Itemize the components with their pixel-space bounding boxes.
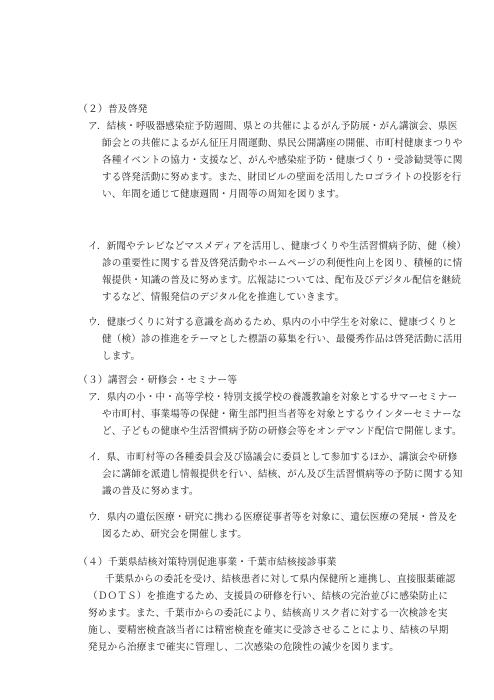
s2-a-line-3: 各種イベントの協力・支援など、がんや感染症予防・健康づくり・受診勧奨等に関 — [102, 155, 463, 166]
s2-a-line-5: い、年間を通じて健康週間・月間等の周知を図ります。 — [102, 189, 345, 200]
s3-u-line-1: ウ．県内の遺伝医療・研究に携わる医療従事者等を対象に、遺伝医療の発展・普及を — [88, 512, 458, 523]
s4-body-line-5: 発見から治療まで確実に管理し、二次感染の危険性の減少を図ります。 — [88, 642, 400, 653]
s2-a-line-1: ア．結核・呼吸器感染症予防週間、県との共催によるがん予防展・がん講演会、県医 — [88, 121, 458, 132]
s2-u-line-3: します。 — [102, 351, 141, 362]
section-3-heading: （３）講習会・研修会・セミナー等 — [78, 375, 238, 386]
s3-u-line-2: 図るため、研究会を開催します。 — [102, 529, 248, 540]
s4-body-line-1: 千葉県からの委託を受け、結核患者に対して県内保健所と連携し、直接服薬確認 — [105, 574, 456, 585]
s3-a-line-1: ア．県内の小・中・高等学校・特別支援学校の養護教諭を対象とするサマーセミナー — [88, 392, 458, 403]
section-4-heading: （４）千葉県結核対策特別促進事業・千葉市結核接診事業 — [78, 557, 337, 568]
s2-u-line-1: ウ．健康づくりに対する意識を高めるため、県内の小中学生を対象に、健康づくりと — [88, 317, 458, 328]
s3-a-line-2: や市町村、事業場等の保健・衛生部門担当者等を対象とするウインターセミナーな — [102, 409, 462, 420]
s3-i-line-2: 会に講師を派遣し情報提供を行い、結核、がん及び生活習慣病等の予防に関する知 — [102, 469, 463, 480]
s2-a-line-4: する啓発活動に努めます。また、財団ビルの壁面を活用したロゴライトの投影を行 — [102, 172, 462, 183]
s4-body-line-3: 努めます。また、千葉市からの委託により、結核高リスク者に対する一次検診を実 — [88, 608, 448, 619]
s4-body-line-2: （ＤＯＴＳ）を推進するため、支援員の研修を行い、結核の完治並びに感染防止に — [88, 591, 449, 602]
s2-i-line-3: 報提供・知識の普及に努めます。広報誌については、配布及びデジタル配信を継続 — [102, 275, 461, 286]
s3-i-line-3: 識の普及に努めます。 — [102, 486, 199, 497]
s2-a-line-2: 師会との共催によるがん征圧月間運動、県民公開講座の開催、市町村健康まつりや — [102, 138, 463, 149]
s2-i-line-1: イ．新聞やテレビなどマスメディアを活用し、健康づくりや生活習慣病予防、健（検） — [88, 241, 467, 252]
s3-i-line-1: イ．県、市町村等の各種委員会及び協議会に委員として参加するほか、講演会や研修 — [88, 452, 458, 463]
s2-i-line-2: 診の重要性に関する普及啓発活動やホームページの利便性向上を図り、積極的に情 — [102, 258, 463, 269]
s3-a-line-3: ど、子どもの健康や生活習慣病予防の研修会等をオンデマンド配信で開催します。 — [102, 426, 462, 437]
section-2-heading: （２）普及啓発 — [78, 104, 148, 115]
s4-body-line-4: 施し、要精密検査該当者には精密検査を確実に受診させることにより、結核の早期 — [88, 625, 449, 636]
s2-u-line-2: 健（検）診の推進をテーマとした標語の募集を行い、最優秀作品は啓発活動に活用 — [102, 334, 463, 345]
s2-i-line-4: するなど、情報発信のデジタル化を推進していきます。 — [102, 292, 345, 303]
